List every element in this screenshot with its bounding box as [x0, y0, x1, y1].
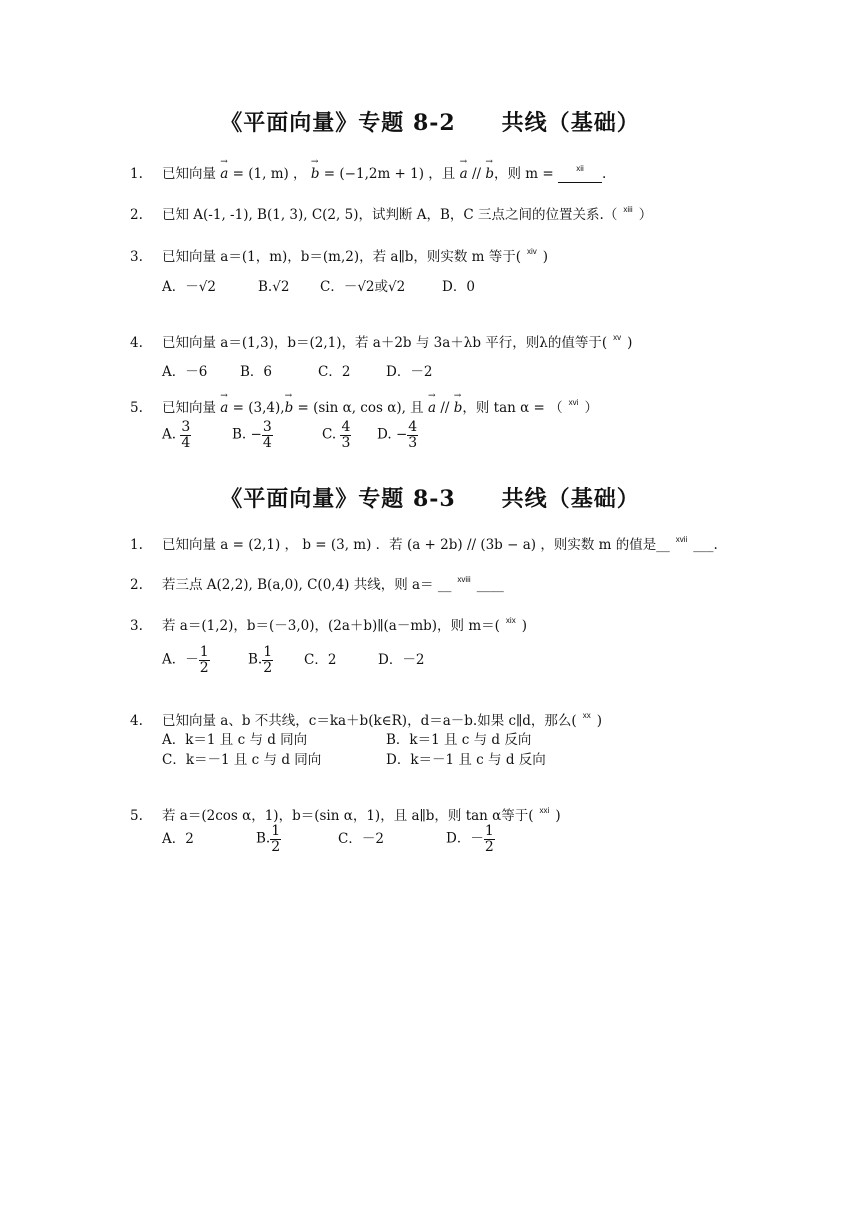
endnote-ref: xii: [576, 164, 584, 173]
option-d[interactable]: D．0: [442, 279, 475, 295]
option-a[interactable]: A．－√2: [162, 279, 216, 295]
endnote-ref: xvii: [675, 535, 688, 544]
vector-a: → a: [220, 166, 228, 182]
options-q4-row2: [162, 748, 546, 768]
endnote-ref: xvi: [568, 398, 579, 407]
section-title-8-3: 《平面向量》专题 8-3 共线（基础）: [220, 486, 640, 512]
option-a[interactable]: A．k＝1 且 c 与 d 同向: [162, 732, 308, 748]
section-title-8-2: 《平面向量》专题 8-2 共线（基础）: [220, 110, 640, 136]
question-4: 4. 已知向量 a＝(1,3)，b＝(2,1)，若 a＋2b 与 3a＋λb 平行，则λ的值等于( $^{xv}$ ): [130, 333, 633, 351]
option-b[interactable]: B. $\frac{1}{2}$: [256, 823, 281, 855]
option-a[interactable]: A．－ $\frac{1}{2}$: [162, 644, 209, 676]
option-c[interactable]: C．2: [304, 651, 337, 668]
question-5: 5. 若 a＝(2cos α，1)，b＝(sin α，1)，且 a∥b，则 tan α等于( $^{xxi}$ ): [130, 806, 561, 824]
options-q3: [162, 275, 475, 295]
question-3: 3. 已知向量 a＝(1，m)，b＝(m,2)，若 a∥b，则实数 m 等于( $^{xiv}$ ): [130, 247, 549, 265]
endnote-ref: xiii: [623, 205, 633, 214]
option-c[interactable]: C. $\frac{4}{3}$: [322, 419, 351, 451]
endnote-ref: xiv: [527, 247, 537, 256]
question-5: 5. 已知向量 → a = (3,4),→ b = (sin α, cos α), 且 → a // → b，则 tan α = （ $^{xvi}$ ）: [130, 396, 598, 416]
question-number: 1.: [130, 166, 143, 182]
option-a[interactable]: A. $\frac{3}{4}$: [162, 419, 191, 451]
option-b[interactable]: B. $\frac{1}{2}$: [248, 644, 273, 676]
option-d[interactable]: D. − $\frac{4}{3}$: [377, 419, 418, 451]
option-b[interactable]: B. − $\frac{3}{4}$: [232, 419, 272, 451]
option-a[interactable]: A．－6: [162, 364, 208, 380]
question-2: 2. 已知 A(-1, -1), B(1, 3), C(2, 5)，试判断 A，B，C 三点之间的位置关系.（ $^{xiii}$ ）: [130, 205, 653, 223]
option-c[interactable]: C．－2: [338, 830, 384, 847]
endnote-ref: xx: [582, 711, 591, 720]
option-c[interactable]: C．k＝－1 且 c 与 d 同向: [162, 752, 322, 768]
options-q5: [162, 824, 495, 854]
option-b[interactable]: B．k＝1 且 c 与 d 反向: [386, 732, 532, 748]
question-3: 3. 若 a＝(1,2)，b＝(－3,0)，(2a＋b)∥(a－mb)，则 m＝( $^{xix}$ ): [130, 616, 527, 634]
option-a[interactable]: A．2: [162, 830, 194, 847]
option-d[interactable]: D．－ $\frac{1}{2}$: [446, 823, 494, 855]
option-b[interactable]: B.√2: [258, 279, 290, 295]
option-d[interactable]: D．－2: [378, 651, 425, 668]
options-q5: [162, 420, 418, 450]
endnote-ref: xv: [613, 333, 622, 342]
question-2: 2. 若三点 A(2,2), B(a,0), C(0,4) 共线，则 a＝ __ $^{xviii}$ ____: [130, 575, 504, 593]
question-1: 1. 已知向量 a = (2,1) ， b = (3, m) ．若 (a + 2b) // (3b − a) ，则实数 m 的值是__ $^{xvii}$ ___.: [130, 535, 718, 553]
answer-blank[interactable]: [558, 164, 602, 183]
endnote-ref: xix: [505, 616, 516, 625]
question-4: 4. 已知向量 a、b 不共线，c＝ka＋b(k∈R)，d＝a－b.如果 c∥d，那么( $^{xx}$ ): [130, 711, 602, 729]
options-q3: [162, 645, 424, 675]
options-q4-row1: [162, 728, 531, 748]
option-c[interactable]: C．－√2或√2: [320, 279, 406, 295]
option-d[interactable]: D．－2: [386, 364, 433, 380]
option-d[interactable]: D．k＝－1 且 c 与 d 反向: [386, 752, 546, 768]
vector-b: → b: [311, 166, 320, 182]
question-1: 1. 已知向量 → a = (1, m) ， → b = (−1,2m + 1) ，且 → a // → b，则 m = $^{xii}$ .: [130, 162, 606, 183]
option-c[interactable]: C．2: [318, 364, 351, 380]
endnote-ref: xxi: [539, 806, 550, 815]
options-q4: [162, 360, 432, 380]
endnote-ref: xviii: [457, 575, 471, 584]
option-b[interactable]: B．6: [240, 364, 273, 380]
